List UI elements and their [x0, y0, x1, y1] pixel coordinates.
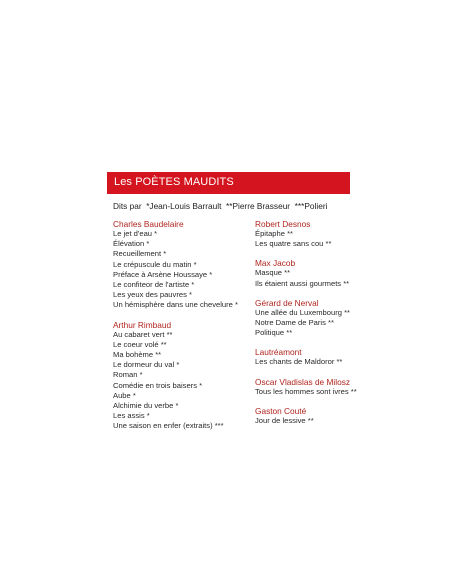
poet-section-rimbaud — [113, 320, 243, 432]
poem-title: Roman * — [113, 370, 143, 380]
poem-title: Notre Dame de Paris ** — [255, 318, 334, 328]
poet-name: Gérard de Nerval — [255, 297, 319, 308]
poet-section-lautreamont — [255, 347, 395, 367]
poem-title: Comédie en trois baisers * — [113, 380, 203, 390]
poem-title: Politique ** — [255, 328, 293, 338]
poem-title: Élévation * — [113, 239, 150, 249]
poem-title: Le coeur volé ** — [113, 339, 167, 349]
poem-title: Le dormeur du val * — [113, 360, 180, 370]
poem-title: Alchimie du verbe * — [113, 401, 179, 411]
poem-title: Les yeux des pauvres * — [113, 290, 192, 300]
poem-title: Tous les hommes sont ivres ** — [255, 386, 357, 396]
poet-section-baudelaire — [113, 219, 243, 311]
poem-title: Jour de lessive ** — [255, 415, 314, 425]
poem-title: Une allée du Luxembourg ** — [255, 307, 350, 317]
poem-title: Les assis * — [113, 411, 150, 421]
poem-title: Ma bohème ** — [113, 350, 162, 360]
poet-name: Oscar Vladislas de Milosz — [255, 376, 350, 387]
poet-section-coute — [255, 406, 395, 426]
title-banner — [107, 172, 350, 194]
page-title: Les POÈTES MAUDITS — [114, 176, 234, 188]
poem-title: Ils étaient aussi gourmets ** — [255, 278, 350, 288]
poem-title: Un hémisphère dans une chevelure * — [113, 300, 238, 310]
poem-title: Une saison en enfer (extraits) *** — [113, 421, 224, 431]
poet-section-nerval — [255, 298, 395, 339]
poem-title: Le jet d'eau * — [113, 229, 158, 238]
poem-title: Au cabaret vert ** — [113, 329, 173, 339]
readers-line: Dits par *Jean-Louis Barrault **Pierre Brasseur ***Polieri — [113, 201, 328, 211]
poet-section-milosz — [255, 377, 395, 397]
poem-title: Recueillement * — [113, 249, 167, 259]
left-column — [113, 219, 243, 441]
poet-name: Lautréamont — [255, 347, 302, 358]
poet-section-desnos — [255, 219, 395, 249]
poem-title: Les chants de Maldoror ** — [255, 357, 343, 367]
poem-title: Le crépuscule du matin * — [113, 259, 197, 269]
poem-title: Masque ** — [255, 268, 291, 278]
poet-name: Charles Baudelaire — [113, 219, 184, 229]
poet-section-jacob — [255, 258, 395, 288]
poem-title: Aube * — [113, 390, 136, 400]
poem-title: Les quatre sans cou ** — [255, 239, 332, 249]
poem-title: Préface à Arsène Houssaye * — [113, 269, 213, 279]
right-column — [255, 219, 395, 435]
poem-title: Le confiteor de l'artiste * — [113, 280, 195, 290]
poet-name: Gaston Couté — [255, 405, 307, 416]
poem-title: Épitaphe ** — [255, 229, 293, 238]
poet-name: Robert Desnos — [255, 219, 311, 229]
poet-name: Arthur Rimbaud — [113, 319, 172, 330]
poet-name: Max Jacob — [255, 258, 296, 269]
